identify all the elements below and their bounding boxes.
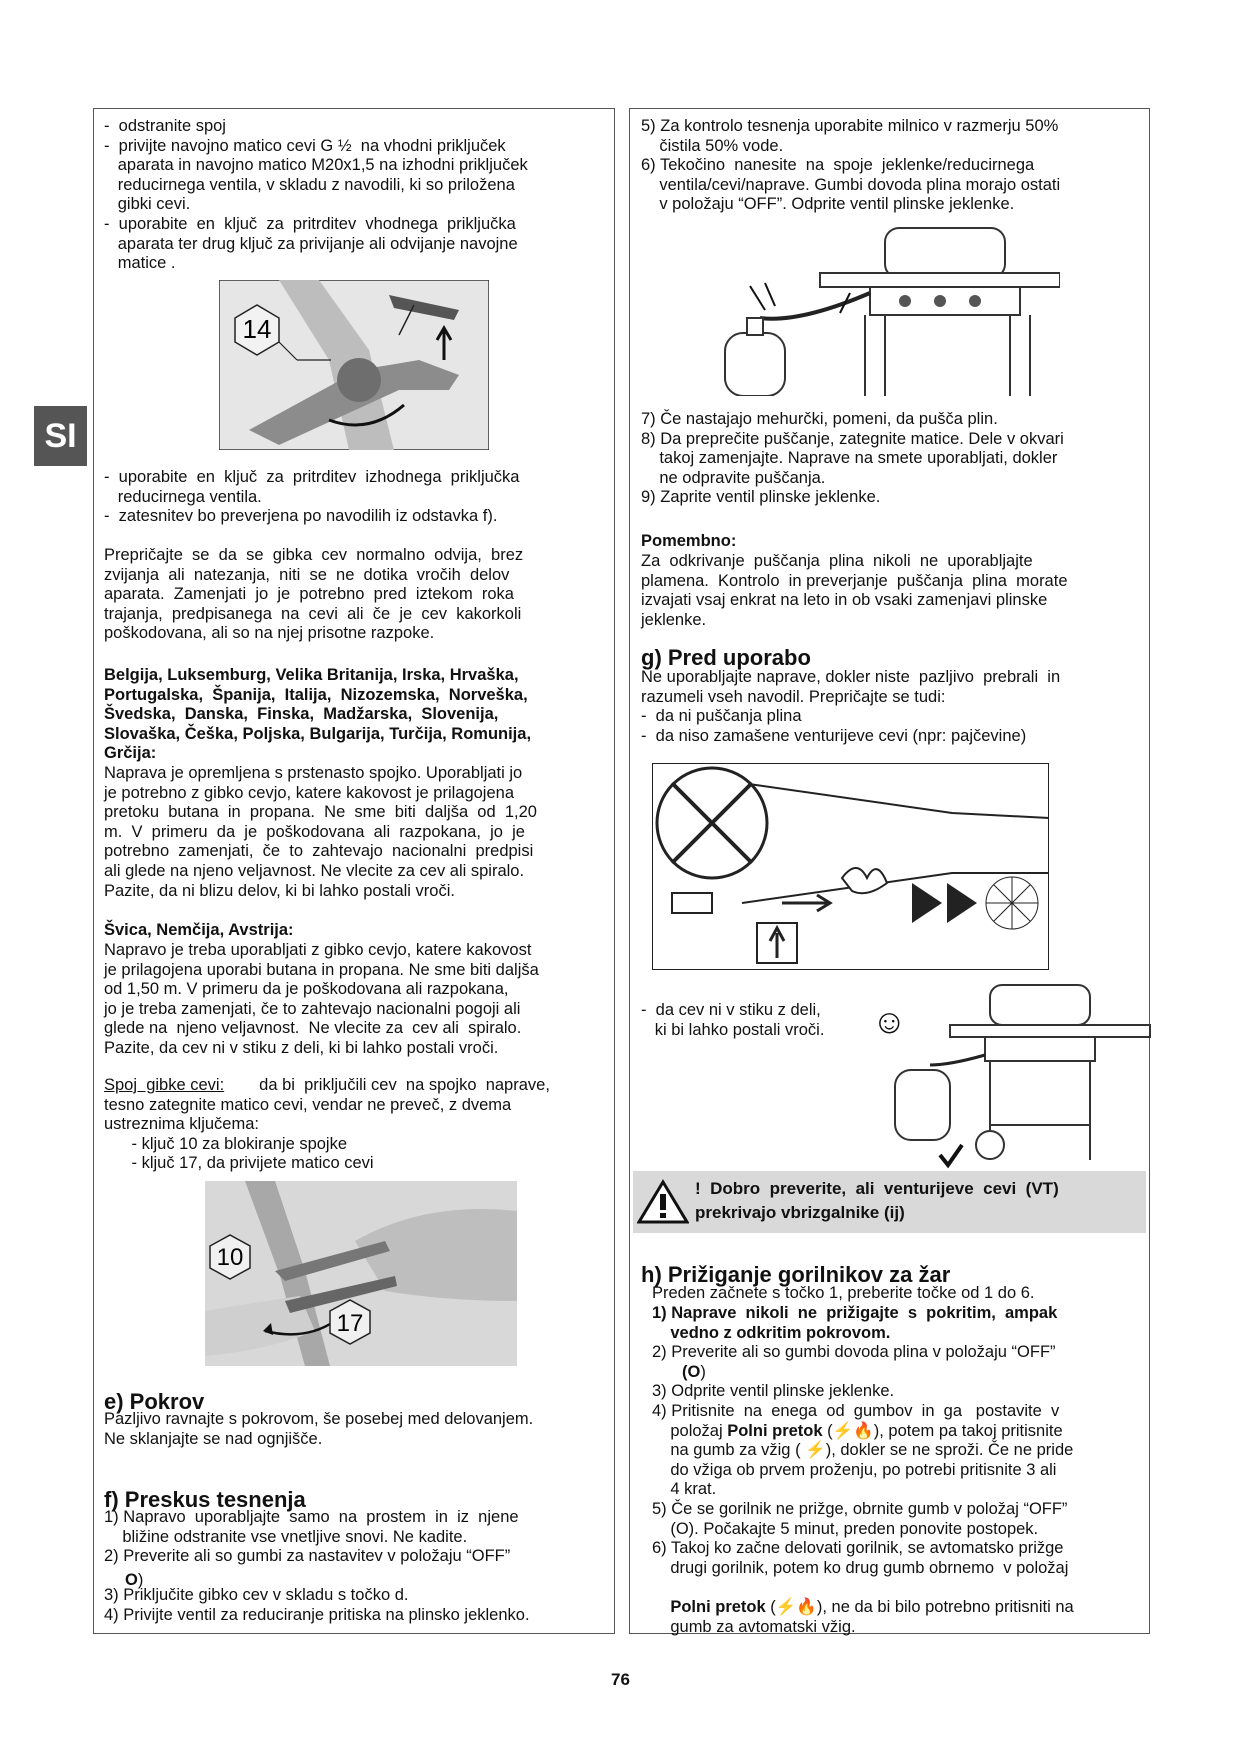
r-p1-line: vedno z odkritim pokrovom. xyxy=(652,1323,891,1342)
figure-grill-small xyxy=(890,975,1152,1170)
l-preskus-line: 1) Napravo uporabljajte samo na prostem in iz njene xyxy=(104,1508,519,1526)
l-spoj-line: da bi priključili cev na spojko naprave, xyxy=(250,1076,550,1094)
prizig-step-6c: gumb za avtomatski vžig. xyxy=(652,1618,856,1636)
countries2-heading: Švica, Nemčija, Avstrija: xyxy=(104,921,294,939)
l-intro-line: reducirnega ventila, v skladu z navodili, ki so priložena xyxy=(104,175,515,194)
figure-wrench-10-17 xyxy=(205,1181,517,1366)
figure-wrench-14 xyxy=(219,280,489,450)
pred-heading: g) Pred uporabo xyxy=(641,645,811,670)
figure-grill-leak-test xyxy=(720,218,1060,396)
prizig-step-3: 3) Odprite ventil plinske jeklenke. xyxy=(652,1382,895,1400)
r-p5-line: 6) Takoj ko začne delovati gorilnik, se avtomatsko prižge xyxy=(652,1539,1064,1558)
r-p4c-line: do vžiga ob prvem proženju, po potrebi pritisnite 3 ali xyxy=(652,1460,1057,1479)
warning-line: prekrivajo vbrizgalnike (ij) xyxy=(695,1203,905,1222)
l-after14-line: - uporabite en ključ za pritrditev izhodnega priključka xyxy=(104,468,520,486)
fig14-label: 14 xyxy=(242,314,272,344)
l-c1h-line: Grčija: xyxy=(104,744,157,763)
r-pred-line: Ne uporabljajte naprave, dokler niste pazljivo prebrali in xyxy=(641,668,1061,686)
l-c1t-line: Naprava je opremljena s prstenasto spojko. Uporabljati jo xyxy=(104,764,523,782)
prizig-step-2: 2) Preverite ali so gumbi dovoda plina v položaju “OFF” xyxy=(652,1343,1056,1361)
warning-icon xyxy=(637,1179,689,1225)
spoj-label: Spoj gibke cevi: xyxy=(104,1076,225,1094)
l-c1t-line: ali glede na njeno veljavnost. Ne vlecite za cev ali spiralo. xyxy=(104,862,525,880)
r-pom-line: jeklenke. xyxy=(641,610,707,629)
prizig-step-4a: 4) Pritisnite na enega od gumbov in ga postavite v xyxy=(652,1402,1060,1420)
l-spoj-line: ustreznima ključema: xyxy=(104,1115,259,1134)
l-c1t-line: je potrebno z gibko cevjo, katere kakovost je prilagojena xyxy=(104,783,514,802)
l-pokrov-line: Ne sklanjajte se nad ognjišče. xyxy=(104,1429,323,1448)
r-p5-line: drugi gorilnik, potem ko drug gumb obrnemo v položaj xyxy=(652,1558,1069,1577)
r-top-line: v položaju “OFF”. Odprite ventil plinske jeklenke. xyxy=(641,195,1015,214)
l-c2t-line: od 1,50 m. V primeru da je poškodovana ali razpokana, xyxy=(104,980,509,999)
r-p4c-line: 4 krat. xyxy=(652,1480,717,1499)
l-after14-line: reducirnega ventila. xyxy=(104,487,262,506)
r-pred-line: - da niso zamašene venturijeve cevi (npr: pajčevine) xyxy=(641,726,1027,745)
r-p1-line: 1) Naprave nikoli ne prižigajte s pokritim, ampak xyxy=(652,1304,1058,1322)
off-symbol: O) xyxy=(125,1571,144,1589)
l-c1h-line: Belgija, Luksemburg, Velika Britanija, Irska, Hrvaška, xyxy=(104,666,519,684)
l-c1t-line: Pazite, da ni blizu delov, ki bi lahko postali vroči. xyxy=(104,881,455,900)
l-hose-line: aparata. Zamenjati jo je potrebno pred iztekom roka xyxy=(104,585,514,604)
l-intro-line: aparata ter drug ključ za privijanje ali odvijanje navojne xyxy=(104,234,518,253)
l-c1h-line: Švedska, Danska, Finska, Madžarska, Slovenija, xyxy=(104,705,499,724)
prizig-step-4b: položaj Polni pretok (⚡🔥), potem pa takoj pritisnite xyxy=(652,1422,1063,1440)
l-c1t-line: m. V primeru da je poškodovana ali razpokana, jo je xyxy=(104,822,525,841)
r-mid-line: 8) Da preprečite puščanje, zategnite matice. Dele v okvari xyxy=(641,429,1064,448)
l-c1h-line: Portugalska, Španija, Italija, Nizozemska, Norveška, xyxy=(104,685,528,704)
r-mid-line: 7) Če nastajajo mehurčki, pomeni, da pušča plin. xyxy=(641,410,998,428)
l-c1h-line: Slovaška, Češka, Poljska, Bulgarija, Turčija, Romunija, xyxy=(104,724,532,743)
r-cev-line: ki bi lahko postali vroči. xyxy=(641,1020,825,1039)
l-c1t-line: pretoku butana in propana. Ne sme biti daljša od 1,20 xyxy=(104,803,537,822)
r-pom-line: izvajati vsaj enkrat na leto in ob vsaki zamenjavi plinske xyxy=(641,591,1048,610)
r-pom-line: Za odkrivanje puščanja plina nikoli ne uporabljajte xyxy=(641,552,1033,570)
l-hose-line: Prepričajte se da se gibka cev normalno odvija, brez xyxy=(104,546,524,564)
l-preskus-line: bližine odstranite vse vnetljive snovi. Ne kadite. xyxy=(104,1527,468,1546)
r-top-line: čistila 50% vode. xyxy=(641,136,784,155)
l-c1t-line: potrebno zamenjati, če to zahtevajo nacionalni predpisi xyxy=(104,842,534,861)
r-top-line: 6) Tekočino nanesite na spoje jeklenke/reducirnega xyxy=(641,156,1035,175)
pomembno-heading: Pomembno: xyxy=(641,532,737,550)
r-p5-line: 5) Če se gorilnik ne prižge, obrnite gumb v položaj “OFF” xyxy=(652,1500,1068,1518)
r-pred-line: - da ni puščanja plina xyxy=(641,707,802,726)
l-preskus-line: 4) Privijte ventil za reduciranje pritiska na plinsko jeklenko. xyxy=(104,1606,530,1624)
l-c2t-line: Pazite, da cev ni v stiku z deli, ki bi lahko postali vroči. xyxy=(104,1039,499,1057)
r-mid-line: ne odpravite puščanja. xyxy=(641,468,826,487)
r-p5-line: (O). Počakajte 5 minut, preden ponovite postopek. xyxy=(652,1519,1039,1538)
l-spoj-line: - ključ 10 za blokiranje spojke xyxy=(104,1134,348,1153)
r-p4c-line: na gumb za vžig ( ⚡), dokler se ne sproži. Če ne pride xyxy=(652,1441,1074,1459)
l-hose-line: trajanja, predpisanega na cevi ali če je cev kakorkoli xyxy=(104,604,522,623)
l-spoj-line: - ključ 17, da privijete matico cevi xyxy=(104,1154,374,1173)
l-after14-line: - zatesnitev bo preverjena po navodilih iz odstavka f). xyxy=(104,507,498,526)
warning-banner xyxy=(633,1171,1146,1233)
l-pokrov-line: Pazljivo ravnajte s pokrovom, še posebej med delovanjem. xyxy=(104,1410,534,1428)
figure-venturi xyxy=(652,763,1049,970)
l-intro-line: - odstranite spoj xyxy=(104,117,226,135)
r-mid-line: 9) Zaprite ventil plinske jeklenke. xyxy=(641,488,881,507)
l-c2t-line: Napravo je treba uporabljati z gibko cevjo, katere kakovost xyxy=(104,941,532,959)
r-cev-line: - da cev ni v stiku z deli, xyxy=(641,1001,821,1019)
prizig-heading: h) Prižiganje gorilnikov za žar xyxy=(641,1262,951,1287)
r-top-line: ventila/cevi/naprave. Gumbi dovoda plina morajo ostati xyxy=(641,175,1061,194)
prizig-step-6b: Polni pretok (⚡🔥), ne da bi bilo potrebno pritisniti na xyxy=(670,1598,1074,1616)
language-tab: SI xyxy=(34,406,87,466)
l-intro-line: - privijte navojno matico cevi G ½ na vhodni priključek xyxy=(104,136,506,155)
r-top-line: 5) Za kontrolo tesnenja uporabite milnico v razmerju 50% xyxy=(641,117,1059,135)
l-hose-line: poškodovana, ali so na njej prisotne razpoke. xyxy=(104,624,435,643)
l-c2t-line: je prilagojena uporabi butana in propana. Ne sme biti daljša xyxy=(104,960,539,979)
l-intro-line: gibki cevi. xyxy=(104,195,191,214)
r-pom-line: plamena. Kontrolo in preverjanje puščanja plina morate xyxy=(641,571,1068,590)
l-c2t-line: glede na njeno veljavnost. Ne vlecite za cev ali spiralo. xyxy=(104,1019,522,1038)
warning-line: ! Dobro preverite, ali venturijeve cevi (VT) xyxy=(695,1179,1059,1198)
preskus-heading: f) Preskus tesnenja xyxy=(104,1487,306,1512)
l-intro-line: aparata in navojno matico M20x1,5 na izhodni priključek xyxy=(104,156,528,175)
l-intro-line: - uporabite en ključ za pritrditev vhodnega priključka xyxy=(104,215,516,233)
l-preskus-line: 2) Preverite ali so gumbi za nastavitev v položaju “OFF” xyxy=(104,1547,511,1566)
r-pred-line: razumeli vseh navodil. Prepričajte se tudi: xyxy=(641,687,946,706)
l-preskus-line: 3) Priključite gibko cev v skladu s točko d. xyxy=(104,1586,409,1605)
page-number: 76 xyxy=(611,1670,630,1689)
l-intro-line: matice . xyxy=(104,254,176,273)
l-c2t-line: jo je treba zamenjati, če to zahtevajo nacionalni pogoji ali xyxy=(104,999,521,1018)
fig17-label: 17 xyxy=(336,1310,364,1337)
prizig-intro: Preden začnete s točko 1, preberite točke od 1 do 6. xyxy=(652,1284,1035,1302)
smiley-icon: ☺ xyxy=(872,1003,907,1041)
pokrov-heading: e) Pokrov xyxy=(104,1389,205,1414)
fig10-label: 10 xyxy=(216,1244,244,1271)
l-spoj-line: tesno zategnite matico cevi, vendar ne preveč, z dvema xyxy=(104,1095,512,1114)
prizig-off-symbol: (O) xyxy=(682,1363,706,1381)
r-mid-line: takoj zamenjajte. Naprave na smete uporabljati, dokler xyxy=(641,449,1058,468)
l-hose-line: zvijanja ali natezanja, niti se ne dotika vročih delov xyxy=(104,565,510,584)
